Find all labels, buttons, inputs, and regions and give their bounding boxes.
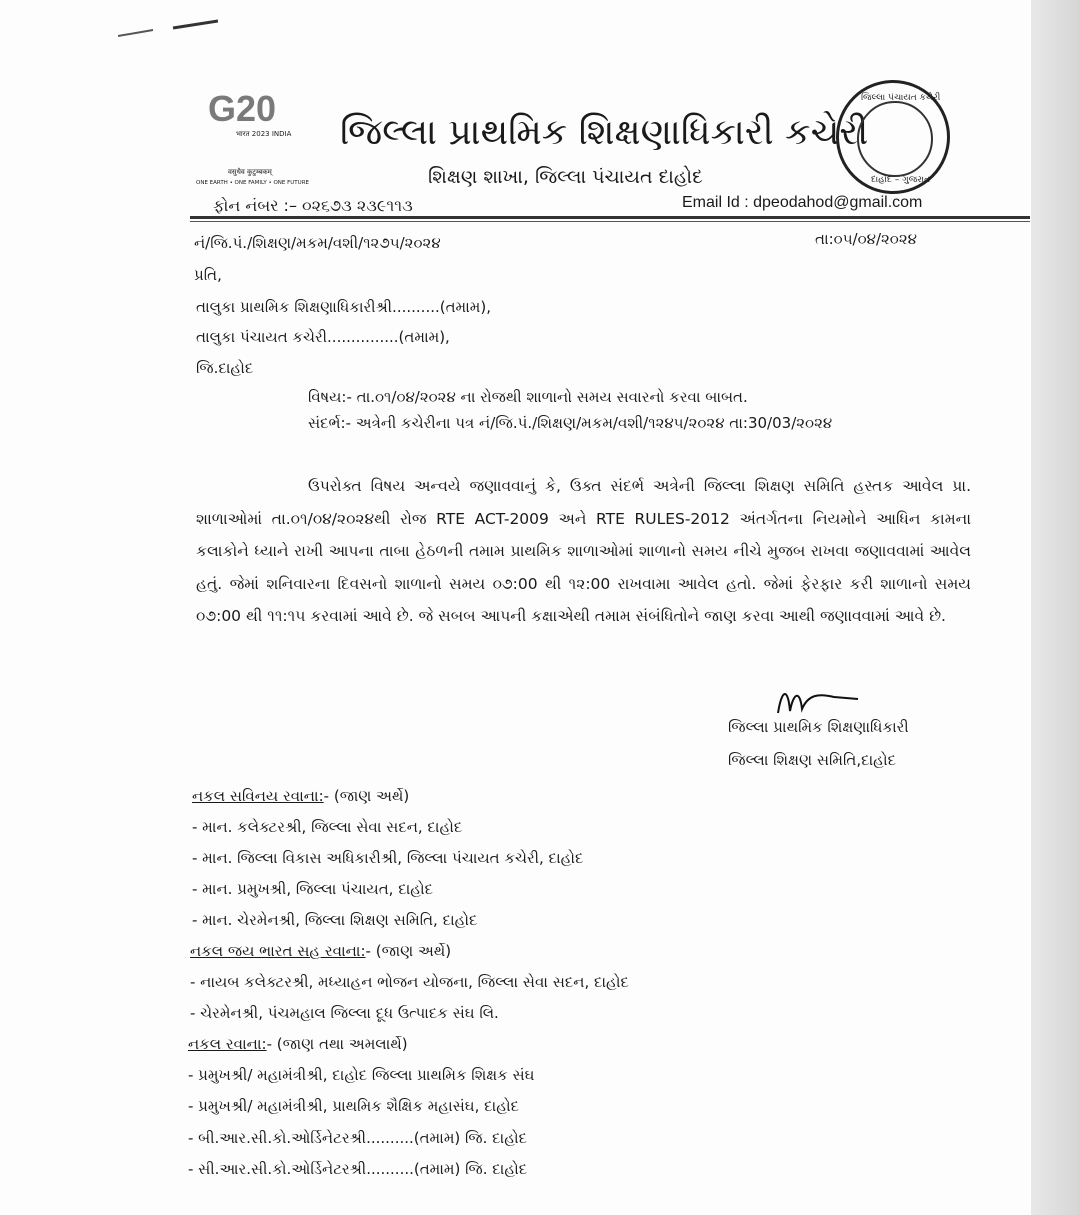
- copy-heading: નકલ સવિનય રવાના:- (જાણ અર્થે): [192, 787, 410, 805]
- addressee-prati: પ્રતિ,: [194, 266, 222, 284]
- copy-item: - માન. ચેરમેનશ્રી, જિલ્લા શિક્ષણ સમિતિ, દાહોદ: [192, 911, 478, 929]
- office-title: જિલ્લા પ્રાથમિક શિક્ષણાધિકારી કચેરી: [340, 112, 869, 153]
- panchayat-seal: જિલ્લા પંચાયત કચેરી દાહોદ – ગુજરાત: [836, 80, 950, 194]
- copy-item: - નાયબ કલેક્ટરશ્રી, મધ્યાહન ભોજન યોજના, જિલ્લા સેવા સદન, દાહોદ: [190, 973, 629, 991]
- copy-heading: નકલ જય ભારત સહ રવાના:- (જાણ અર્થે): [190, 942, 452, 960]
- reference-line: સંદર્ભ:- અત્રેની કચેરીના પત્ર નં/જિ.પં./શિક્ષણ/મકમ/વશી/૧૨૪૫/૨૦૨૪ તા:30/03/૨૦૨૪: [308, 414, 833, 432]
- email-id: Email Id : dpeodahod@gmail.com: [682, 194, 923, 211]
- signatory-office: જિલ્લા શિક્ષણ સમિતિ,દાહોદ: [728, 751, 896, 769]
- signature-icon: [774, 683, 864, 723]
- copy-item: - ચેરમેનશ્રી, પંચમહાલ જિલ્લા દૂધ ઉત્પાદક સંઘ લિ.: [190, 1004, 499, 1022]
- copy-item: - બી.આર.સી.કો.ઓર્ડિનેટરશ્રી..........(તમામ) જિ. દાહોદ: [188, 1129, 528, 1147]
- scan-edge: [1031, 0, 1079, 1215]
- letter-date: તા:૦૫/૦૪/૨૦૨૪: [815, 230, 917, 248]
- addressee-line: જિ.દાહોદ: [196, 359, 254, 377]
- body-text: ઉપરોક્ત વિષય અન્વયે જણાવવાનું કે, ઉક્ત સંદર્ભ અત્રેની જિલ્લા શિક્ષણ સમિતિ હસ્તક આવેલ પ્રા. શાળાઓમાં તા.૦૧/૦૪/૨૦૨૪થી રોજ RTE ACT-2009 અને RTE RULES-2012 અંતર્ગતના નિયમોને આધિન કામના કલાકોને ધ્યાને રાખી આપના તાબા હેઠળની તમામ પ્રાથમિક શાળાઓમાં શાળાનો સમય નીચે મુજબ રાખવા જણાવવામાં આવેલ હતું. જેમાં શનિવારના દિવસનો શાળાનો સમય ૦૭:00 થી ૧૨:00 રાખવામા આવેલ હતો. જેમાં ફેરફાર કરી શાળાનો સમય ૦૭:00 થી ૧૧:૧૫ કરવામાં આવે છે. જે સબબ આપની કક્ષાએથી તમામ સંબંધિતોને જાણ કરવા આથી જણાવવામાં આવે છે.: [196, 477, 971, 625]
- copy-heading: નકલ રવાના:- (જાણ તથા અમલાર્થે): [188, 1035, 408, 1053]
- copy-item: - માન. પ્રમુખશ્રી, જિલ્લા પંચાયત, દાહોદ: [192, 880, 434, 898]
- signatory-title: જિલ્લા પ્રાથમિક શિક્ષણાધિકારી: [728, 718, 909, 736]
- subject-line: વિષય:- તા.૦૧/૦૪/૨૦૨૪ ના રોજથી શાળાનો સમય સવારનો કરવા બાબત.: [308, 388, 748, 406]
- addressee-line: તાલુકા પ્રાથમિક શિક્ષણાધિકારીશ્રી..........(તમામ),: [196, 298, 492, 316]
- staple-pin-icon: [118, 18, 218, 38]
- copy-item: - પ્રમુખશ્રી/ મહામંત્રીશ્રી, દાહોદ જિલ્લા પ્રાથમિક શિક્ષક સંઘ: [188, 1066, 535, 1084]
- g20-logo: G20 भारत 2023 INDIA वसुधैव कुटुम्बकम् ONE EARTH • ONE FAMILY • ONE FUTURE: [196, 88, 309, 186]
- header-rule-thin: [190, 221, 1030, 222]
- phone-number: ફોન નંબર :– ૦૨૬૭૩ ૨૩૯૧૧૩: [213, 196, 413, 215]
- header-rule: [190, 216, 1030, 219]
- copy-item: - માન. કલેક્ટરશ્રી, જિલ્લા સેવા સદન, દાહોદ: [192, 818, 463, 836]
- addressee-line: તાલુકા પંચાયત કચેરી...............(તમામ),: [196, 328, 450, 346]
- copy-item: - સી.આર.સી.કો.ઓર્ડિનેટરશ્રી..........(તમામ) જિ. દાહોદ: [188, 1160, 528, 1178]
- letter-body: [196, 470, 971, 633]
- copy-item: - પ્રમુખશ્રી/ મહામંત્રીશ્રી, પ્રાથમિક શૈક્ષિક મહાસંઘ, દાહોદ: [188, 1097, 519, 1115]
- reference-number: નં/જિ.પં./શિક્ષણ/મકમ/વશી/૧૨૭૫/૨૦૨૪: [194, 234, 441, 252]
- office-subtitle: શિક્ષણ શાખા, જિલ્લા પંચાયત દાહોદ: [428, 166, 703, 188]
- copy-item: - માન. જિલ્લા વિકાસ અધિકારીશ્રી, જિલ્લા પંચાયત કચેરી, દાહોદ: [192, 849, 584, 867]
